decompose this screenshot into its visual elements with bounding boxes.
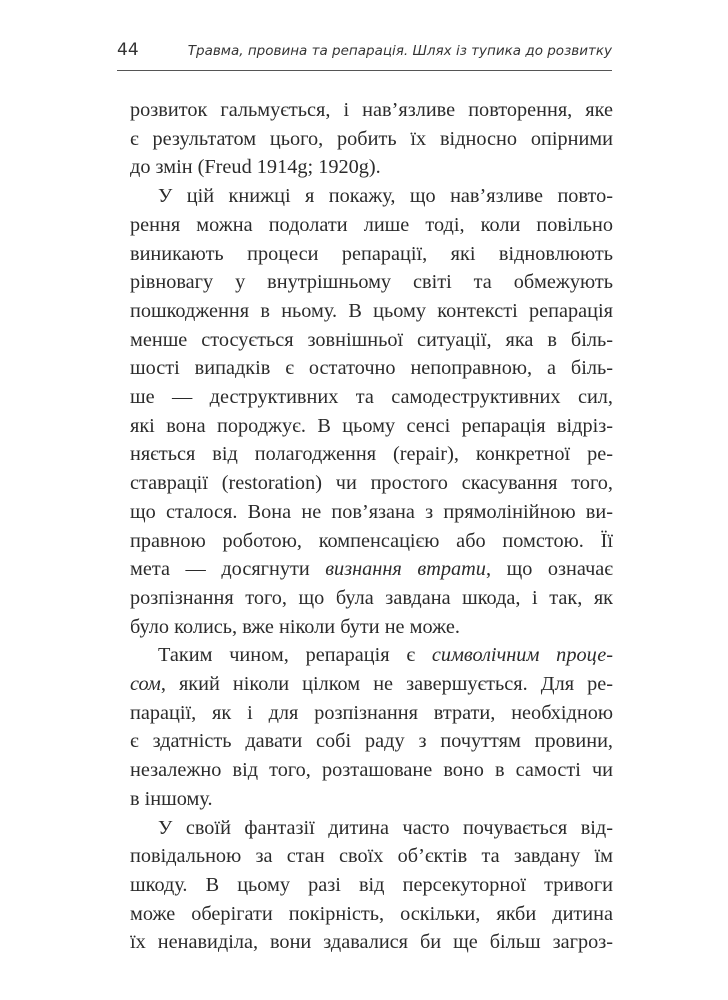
- emphasis-text: символічним проце-: [431, 644, 613, 667]
- text-line: до змін (Freud 1914g; 1920g).: [130, 156, 381, 179]
- text-line: парації, як і для розпізнання втрати, необхідною: [130, 701, 613, 724]
- emphasis-text: визнання втрати: [325, 558, 486, 581]
- text-line: ше — деструктивних та самодеструктивних сил,: [130, 386, 613, 409]
- text-line: [130, 555, 613, 584]
- running-title: Травма, провина та репарація. Шлях із тупика до розвитку: [187, 43, 612, 59]
- header-rule: [117, 70, 612, 71]
- text-line: є здатність давати собі раду з почуттям провини,: [130, 730, 613, 753]
- text-line: ставрації (restoration) чи простого скасування того,: [130, 472, 613, 495]
- text-line: пошкодження в ньому. В цьому контексті репарація: [130, 299, 613, 322]
- text-line: розвиток гальмується, і нав’язливе повторення, яке: [130, 99, 613, 121]
- text-line: У своїй фантазії дитина часто почувається від-: [158, 816, 613, 839]
- text-line: виникають процеси репарації, які відновлюють: [130, 242, 613, 265]
- text-line: є результатом цього, робить їх відносно опірними: [130, 127, 613, 150]
- text-line: няється від полагодження (repair), конкретної ре-: [130, 443, 613, 466]
- text-line: менше стосується зовнішньої ситуації, яка в біль-: [130, 328, 613, 351]
- text-line: У цій книжці я покажу, що нав’язливе повто-: [158, 185, 613, 208]
- text-line: рення можна подолати лише тоді, коли повільно: [130, 213, 613, 236]
- text-line: розпізнання того, що була завдана шкода, і так, як: [130, 586, 613, 609]
- text-line: [130, 670, 613, 699]
- text-segment: мета — досягнути: [130, 558, 326, 581]
- text-line: повідальною за стан своїх об’єктів та завдану їм: [130, 845, 613, 868]
- text-line: [130, 641, 613, 670]
- text-line: може оберігати покірність, оскільки, якби дитина: [130, 902, 613, 925]
- page-number: 44: [117, 40, 139, 60]
- text-segment: Таким чином, репарація є: [158, 644, 432, 667]
- text-line: правною роботою, компенсацією або помстою. Її: [130, 529, 613, 552]
- text-line: шості випадків є остаточно непоправною, а біль-: [130, 357, 613, 380]
- text-line: незалежно від того, розташоване воно в самості чи: [130, 759, 613, 782]
- emphasis-text: сом: [130, 673, 161, 696]
- text-line: шкоду. В цьому разі від персекуторної тривоги: [130, 873, 613, 896]
- text-line: було колись, вже ніколи бути не може.: [130, 615, 460, 638]
- text-segment: , що означає: [485, 558, 614, 581]
- text-line: їх ненавиділа, вони здавалися би ще більш загроз-: [130, 931, 613, 954]
- text-line: рівновагу у внутрішньому світі та обмежують: [130, 271, 613, 294]
- text-line: які вона породжує. В цьому сенсі репарація відріз-: [130, 414, 613, 437]
- text-segment: , який ніколи цілком не завершується. Для ре-: [160, 673, 613, 696]
- body-text: [130, 96, 613, 957]
- text-line: що сталося. Вона не пов’язана з прямолінійною ви-: [130, 500, 613, 523]
- text-line: в іншому.: [130, 787, 213, 810]
